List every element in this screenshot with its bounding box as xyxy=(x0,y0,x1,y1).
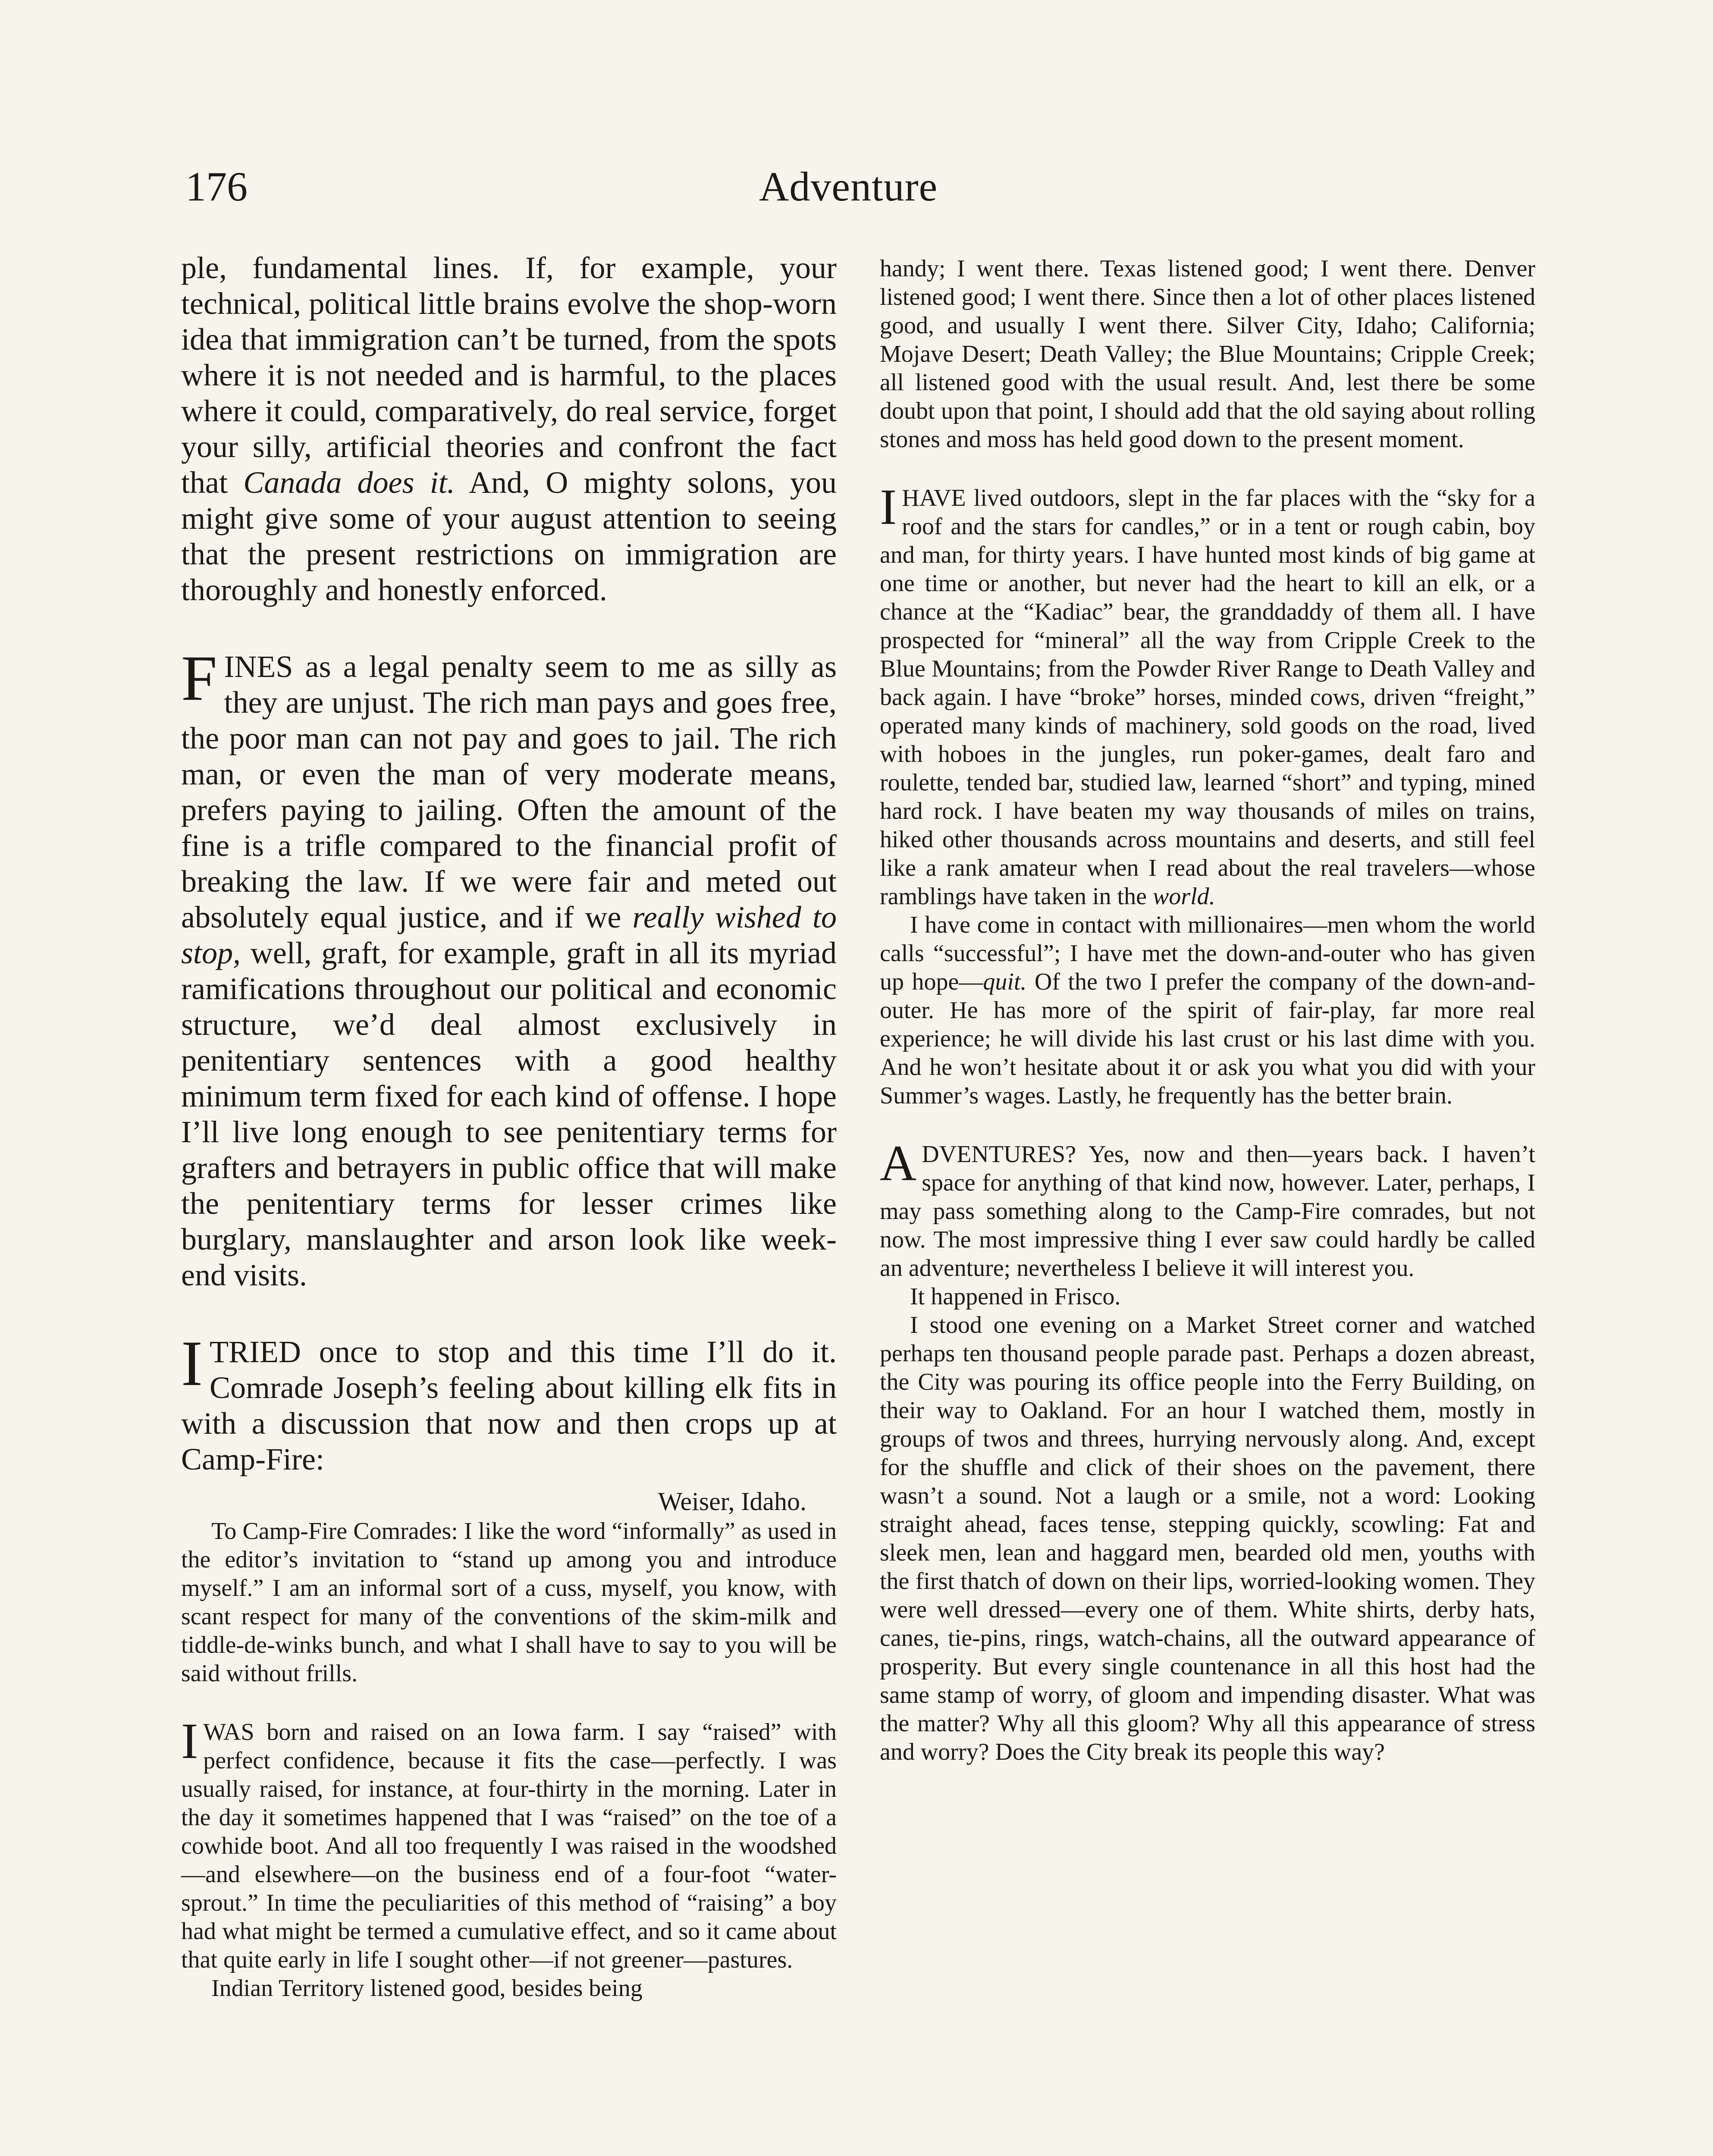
letter-paragraph xyxy=(880,911,1535,1110)
drop-cap: F xyxy=(181,642,217,714)
paragraph-tried xyxy=(181,1328,837,1477)
section-gap xyxy=(880,1110,1535,1140)
emphasis: really wished to stop, xyxy=(181,900,837,970)
letter-place: Weiser, Idaho. xyxy=(658,1487,806,1516)
text-span: ple, fundamental lines. If, for example, your technical, political little brains evolve the shop-worn idea that immigration can’t be turned, from the spots where it is not needed and is harmful, to the places where it could, comparatively, do real service, forget your silly, artificial theories and confront the fact that xyxy=(181,251,837,500)
section-gap xyxy=(181,1293,837,1334)
text-span: I have come in contact with millionaires—men whom the world calls “successful”; I have met the down-and-outer who has given up hope— xyxy=(880,912,1535,995)
letter-paragraph: I stood one evening on a Market Street corner and watched perhaps ten thousand people parade past. Perhaps a dozen abreast, the City was pouring its office people into the Ferry Building, on their way to Oakland. For an hour I watched them, mostly in groups of twos and threes, hurrying nervously along. And, except for the shuffle and click of their shoes on the pavement, there wasn’t a sound. Not a laugh or a smile, not a word: Looking straight ahead, faces tense, stepping quickly, scowling: Fat and sleek men, lean and haggard men, bearded old men, youths with the first thatch of down on their lips, worried-looking women. They were well dressed—every one of them. White shirts, derby hats, canes, tie-pins, rings, watch-chains, all the outward appearance of prosperity. But every single countenance in all this host had the same stamp of worry, of gloom and impending disaster. What was the matter? Why all this gloom? Why all this appearance of stress and worry? Does the City break its people this way? xyxy=(880,1312,1535,1765)
text-span: INES as a legal penalty seem to me as silly as they are unjust. The rich man pays and goes free, the poor man can not pay and goes to jail. The rich man, or even the man of very moderate means, prefers paying to jailing. Often the amount of the fine is a trifle compared to the financial profit of breaking the law. If we were fair and meted out absolutely equal justice, and if we xyxy=(181,649,837,934)
text-span: well, graft, for example, graft in all its myriad ramifications throughout our political and economic structure, we’d deal almost exclusively in penitentiary sentences with a good healthy minimum term fixed for each kind of offense. I hope I’ll live long enough to see penitentiary terms for grafters and betrayers in public office that will make the penitentiary terms for lesser crimes like burglary, manslaughter and arson look like week-end visits. xyxy=(181,936,837,1292)
paragraph-fines xyxy=(181,642,837,1293)
emphasis: world. xyxy=(1152,883,1215,910)
letter-paragraph xyxy=(880,479,1535,911)
text-span: DVENTURES? Yes, now and then—years back. I haven’t space for anything of that kind now, however. Later, perhaps, I may pass something along to the Camp-Fire comrades, but not now. The most impressive thing I ever saw could hardly be called an adventure; nevertheless I believe it will interest you. xyxy=(880,1141,1535,1282)
left-column xyxy=(181,250,837,2002)
text-span: HAVE lived outdoors, slept in the far places with the “sky for a roof and the stars for candles,” or in a tent or rough cabin, boy and man, for thirty years. I have hunted most kinds of big game at one time or another, but never had the heart to kill an elk, or a chance at the “Kadiac” bear, the granddaddy of them all. I have prospected for “mineral” all the way from Cripple Creek to the Blue Mountains; from the Powder River Range to Death Valley and back again. I have “broke” horses, minded cows, driven “freight,” operated many kinds of machinery, sold goods on the road, lived with hoboes in the jungles, run poker-games, dealt faro and roulette, tended bar, studied law, learned “short” and typing, mined hard rock. I have beaten my way thousands of miles on trains, hiked other thousands across mountains and deserts, and still feel like a rank amateur when I read about the real travelers—whose ramblings have taken in the xyxy=(880,485,1535,910)
text-span: WAS born and raised on an Iowa farm. I say “raised” with perfect confidence, because it fits the case—perfectly. I was usually raised, for instance, at four-thirty in the morning. Later in the day it sometimes happened that I was “raised” on the toe of a cowhide boot. And all too frequently I was raised in the woodshed—and elsewhere—on the business end of a four-foot “water-sprout.” In time the peculiarities of this method of “raising” a boy had what might be termed a cumulative effect, and so it came about that quite early in life I sought other—if not greener—pastures. xyxy=(181,1719,837,1973)
letter-paragraph: Indian Territory listened good, besides being xyxy=(211,1975,643,2002)
text-span: And, O mighty solons, you might give some of your august attention to seeing that the present restrictions on immigration are thoroughly and honestly enforced. xyxy=(181,465,837,607)
section-gap xyxy=(880,454,1535,484)
letter-paragraph xyxy=(181,1713,837,1974)
emphasis: quit. xyxy=(983,968,1027,995)
letter-paragraph: It happened in Frisco. xyxy=(910,1283,1121,1310)
section-gap xyxy=(181,1688,837,1718)
running-head: Adventure xyxy=(759,163,938,210)
section-gap xyxy=(181,608,837,649)
letter-paragraph xyxy=(880,1135,1535,1282)
paragraph-immigration xyxy=(181,250,837,608)
drop-cap: I xyxy=(181,1713,198,1769)
letter-paragraph: handy; I went there. Texas listened good; I went there. Denver listened good; I went there. Since then a lot of other places listened good, and usually I went there. Silver City, Idaho; California; Mojave Desert; Death Valley; the Blue Mountains; Cripple Creek; all listened good with the usual result. And, lest there be some doubt upon that point, I should add that the old saying about rolling stones and moss has held good down to the present moment. xyxy=(880,255,1535,453)
text-span: TRIED once to stop and this time I’ll do it. Comrade Joseph’s feeling about killing elk fits in with a discussion that now and then crops up at Camp-Fire: xyxy=(181,1335,837,1476)
letter-paragraph: To Camp-Fire Comrades: I like the word “informally” as used in the editor’s invitation to “stand up among you and introduce myself.” I am an informal sort of a cuss, myself, you know, with scant respect for many of the conventions of the skim-milk and tiddle-de-winks bunch, and what I shall have to say to you will be said without frills. xyxy=(181,1518,837,1687)
drop-cap: I xyxy=(880,479,897,535)
emphasis: Canada does it. xyxy=(243,465,455,500)
right-column xyxy=(880,254,1535,1766)
text-span: Of the two I prefer the company of the down-and-outer. He has more of the spirit of fair-play, far more real experience; he will divide his last crust or his last dime with you. And he won’t hesitate about it or ask you what you did with your Summer’s wages. Lastly, he frequently has the better brain. xyxy=(880,968,1536,1109)
drop-cap: A xyxy=(880,1135,917,1191)
page-number: 176 xyxy=(185,163,248,210)
drop-cap: I xyxy=(181,1328,203,1399)
